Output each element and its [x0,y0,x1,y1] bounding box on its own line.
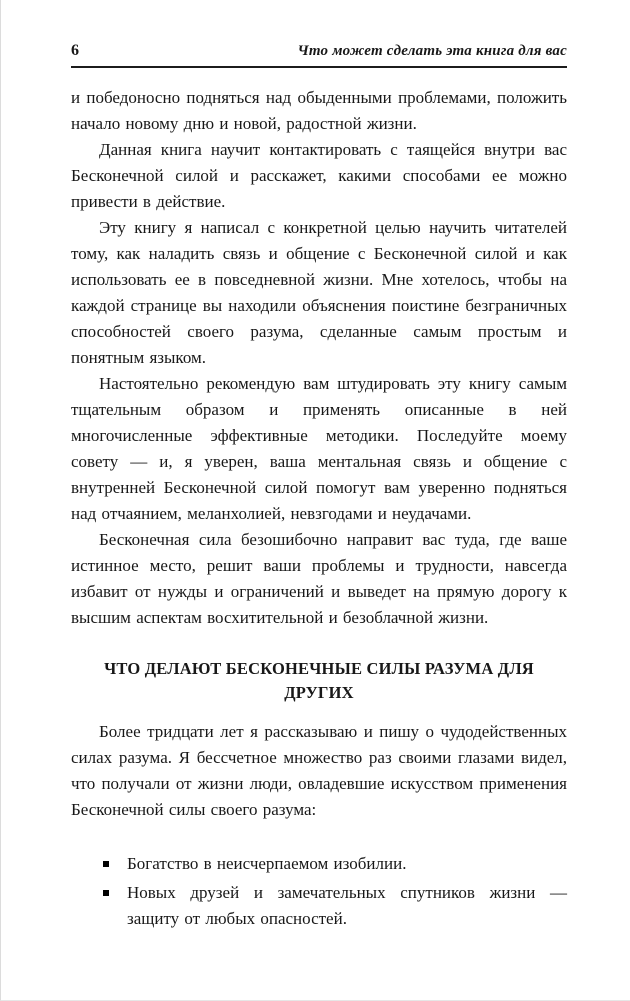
paragraph: Эту книгу я написал с конкретной целью научить читателей тому, как наладить связь и общение с Бесконечной силой и как использовать ее в повседневной жизни. Мне хотелось, чтобы на каждой странице вы находили объяснения поистине безграничных способностей своего разума, сделанные самым простым и понятным языком. [71,218,567,367]
paragraph: Более тридцати лет я рассказываю и пишу о чудодейственных силах разума. Я бессчетное множество раз своими глазами видел, что получали от жизни люди, овладевшие искусством применения Бесконечной силы своего разума: [71,722,567,819]
page-number: 6 [71,42,79,59]
square-bullet-icon [103,861,109,867]
list-item-text: Новых друзей и замечательных спутников жизни — защиту от любых опасностей. [127,883,567,928]
page-header [71,42,567,68]
square-bullet-icon [103,890,109,896]
running-title: Что может сделать эта книга для вас [297,43,567,59]
section-heading: ЧТО ДЕЛАЮТ БЕСКОНЕЧНЫЕ СИЛЫ РАЗУМА ДЛЯ ДРУГИХ [104,659,534,702]
paragraph-continuation: и победоносно подняться над обыденными проблемами, положить начало новому дню и новой, радостной жизни. [71,88,567,133]
list-item-text: Богатство в неисчерпаемом изобилии. [127,854,407,873]
list-item [127,851,567,877]
list-item [127,880,567,932]
benefits-list [71,851,567,932]
page-body [71,85,567,932]
paragraph: Бесконечная сила безошибочно направит вас туда, где ваше истинное место, решит ваши проблемы и трудности, навсегда избавит от нужды и ограничений и выведет на прямую дорогу к высшим аспектам восхитительной и безоблачной жизни. [71,530,567,627]
paragraph: Настоятельно рекомендую вам штудировать эту книгу самым тщательным образом и применять описанные в ней многочисленные эффективные методики. Последуйте моему совету — и, я уверен, ваша ментальная связь и общение с внутренней Бесконечной силой помогут вам уверенно подняться над отчаянием, меланхолией, невзгодами и неудачами. [71,374,567,523]
paragraph: Данная книга научит контактировать с таящейся внутри вас Бесконечной силой и расскажет, какими способами ее можно привести в действие. [71,140,567,211]
